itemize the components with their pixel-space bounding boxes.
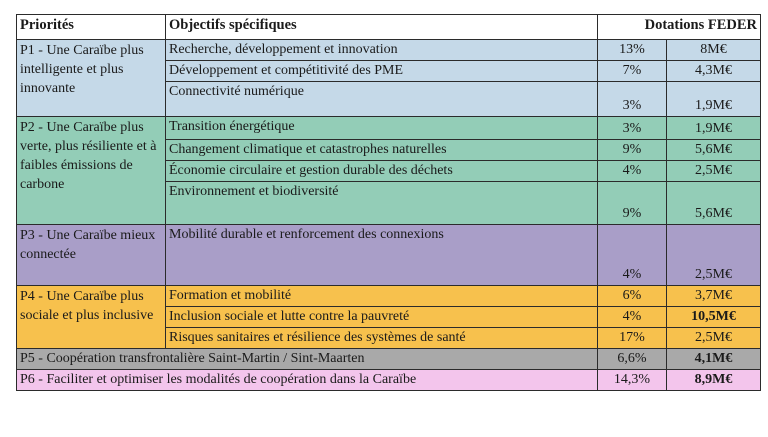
table-row bbox=[17, 40, 761, 61]
objectif-cell: Inclusion sociale et lutte contre la pauvreté bbox=[166, 307, 598, 328]
header-objectifs: Objectifs spécifiques bbox=[166, 15, 598, 40]
objectif-cell: Transition énergétique bbox=[166, 117, 598, 140]
pct-cell: 9% bbox=[598, 140, 667, 161]
table-row bbox=[17, 349, 761, 370]
objectif-cell: Connectivité numérique bbox=[166, 82, 598, 117]
amount-cell: 2,5M€ bbox=[667, 161, 761, 182]
table-row bbox=[17, 225, 761, 286]
objectif-cell: Changement climatique et catastrophes naturelles bbox=[166, 140, 598, 161]
amount-cell: 8,9M€ bbox=[667, 370, 761, 391]
amount-cell: 5,6M€ bbox=[667, 140, 761, 161]
amount-cell: 1,9M€ bbox=[667, 82, 761, 117]
amount-cell: 5,6M€ bbox=[667, 182, 761, 225]
objectif-cell: Risques sanitaires et résilience des systèmes de santé bbox=[166, 328, 598, 349]
pct-cell: 3% bbox=[598, 82, 667, 117]
amount-cell: 2,5M€ bbox=[667, 328, 761, 349]
priority-p1: P1 - Une Caraïbe plus intelligente et plus innovante bbox=[17, 40, 166, 117]
amount-cell: 1,9M€ bbox=[667, 117, 761, 140]
table-row bbox=[17, 370, 761, 391]
pct-cell: 9% bbox=[598, 182, 667, 225]
objectif-cell: Économie circulaire et gestion durable des déchets bbox=[166, 161, 598, 182]
amount-cell: 8M€ bbox=[667, 40, 761, 61]
amount-cell: 10,5M€ bbox=[667, 307, 761, 328]
pct-cell: 4% bbox=[598, 307, 667, 328]
pct-cell: 4% bbox=[598, 161, 667, 182]
priority-p3: P3 - Une Caraïbe mieux connectée bbox=[17, 225, 166, 286]
objectif-cell: Mobilité durable et renforcement des connexions bbox=[166, 225, 598, 286]
pct-cell: 4% bbox=[598, 225, 667, 286]
pct-cell: 14,3% bbox=[598, 370, 667, 391]
header-dotations: Dotations FEDER bbox=[598, 15, 761, 40]
objectif-cell: Développement et compétitivité des PME bbox=[166, 61, 598, 82]
table-row bbox=[17, 286, 761, 307]
feder-allocation-table bbox=[16, 14, 761, 391]
feder-table-container bbox=[16, 14, 761, 391]
table-row bbox=[17, 117, 761, 140]
objectif-cell: Recherche, développement et innovation bbox=[166, 40, 598, 61]
pct-cell: 17% bbox=[598, 328, 667, 349]
header-priorites: Priorités bbox=[17, 15, 166, 40]
pct-cell: 6,6% bbox=[598, 349, 667, 370]
pct-cell: 7% bbox=[598, 61, 667, 82]
amount-cell: 2,5M€ bbox=[667, 225, 761, 286]
priority-p5: P5 - Coopération transfrontalière Saint-Martin / Sint-Maarten bbox=[17, 349, 598, 370]
pct-cell: 6% bbox=[598, 286, 667, 307]
objectif-cell: Formation et mobilité bbox=[166, 286, 598, 307]
objectif-cell: Environnement et biodiversité bbox=[166, 182, 598, 225]
priority-p6: P6 - Faciliter et optimiser les modalités de coopération dans la Caraïbe bbox=[17, 370, 598, 391]
header-row bbox=[17, 15, 761, 40]
pct-cell: 13% bbox=[598, 40, 667, 61]
amount-cell: 4,3M€ bbox=[667, 61, 761, 82]
priority-p4: P4 - Une Caraïbe plus sociale et plus inclusive bbox=[17, 286, 166, 349]
amount-cell: 4,1M€ bbox=[667, 349, 761, 370]
pct-cell: 3% bbox=[598, 117, 667, 140]
amount-cell: 3,7M€ bbox=[667, 286, 761, 307]
priority-p2: P2 - Une Caraïbe plus verte, plus résiliente et à faibles émissions de carbone bbox=[17, 117, 166, 225]
